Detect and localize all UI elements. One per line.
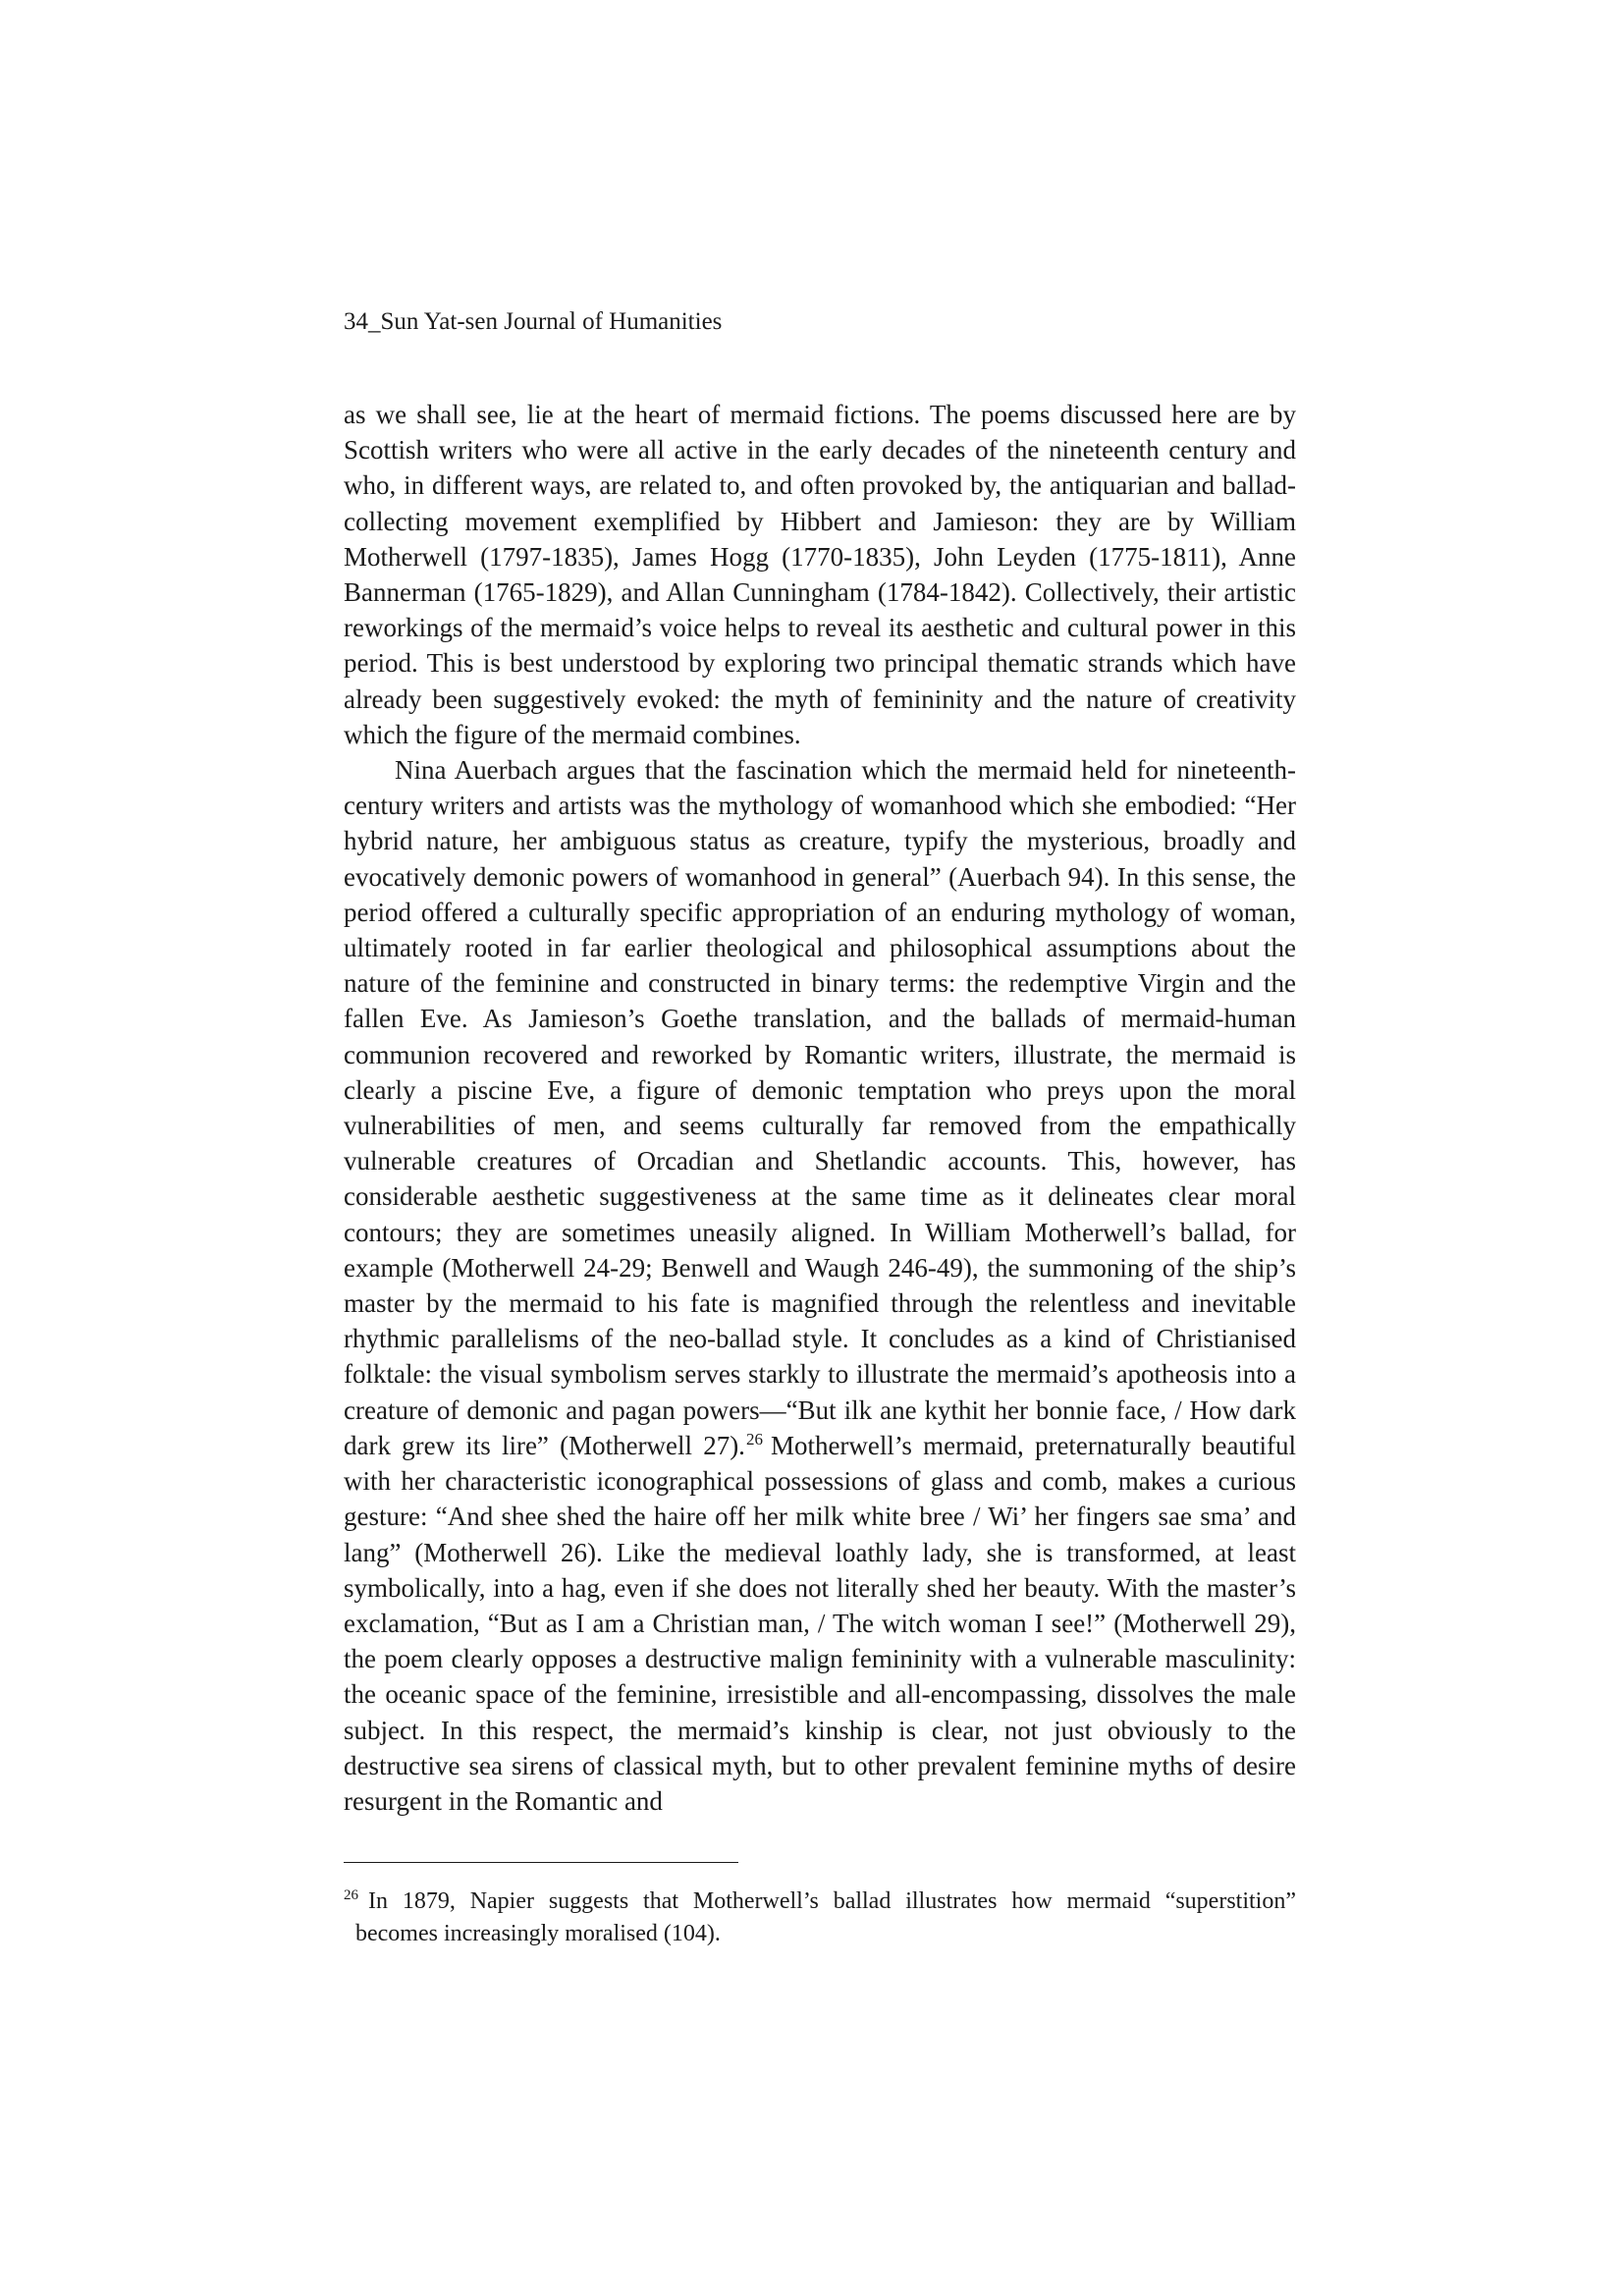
footnote — [344, 1886, 1296, 1950]
paragraph-1: as we shall see, lie at the heart of mermaid fictions. The poems discussed here are by Scottish writers who were all active in the early decades of the nineteenth century and who, in different ways, are related to, and often provoked by, the antiquarian and ballad-collecting movement exemplified by Hibbert and Jamieson: they are by William Motherwell (1797-1835), James Hogg (1770-1835), John Leyden (1775-1811), Anne Bannerman (1765-1829), and Allan Cunningham (1784-1842). Collectively, their artistic reworkings of the mermaid’s voice helps to reveal its aesthetic and cultural power in this period. This is best understood by exploring two principal thematic strands which have already been suggestively evoked: the myth of femininity and the nature of creativity which the figure of the mermaid combines. — [344, 400, 1296, 749]
footnote-text-1: In 1879, Napier suggests that Motherwell’s ballad illustrates how mermaid “superstition” — [368, 1888, 1296, 1914]
paragraph-2-after-note: Motherwell’s mermaid, preternaturally beautiful with her characteristic iconographical possessions of glass and comb, makes a curious gesture: “And shee shed the haire off her milk white bree / Wi’ her fingers sae sma’ and lang” (Motherwell 26). Like the medieval loathly lady, she is transformed, at least symbolically, into a hag, even if she does not literally shed her beauty. With the master’s exclamation, “But as I am a Christian man, / The witch woman I see!” (Motherwell 29), the poem clearly opposes a destructive malign femininity with a vulnerable masculinity: the oceanic space of the feminine, irresistible and all-encompassing, dissolves the male subject. In this respect, the mermaid’s kinship is clear, not just obviously to the destructive sea sirens of classical myth, but to other prevalent feminine myths of desire resurgent in the Romantic and — [344, 1430, 1296, 1816]
footnote-divider — [344, 1862, 738, 1863]
footnote-reference[interactable]: 26 — [745, 1429, 763, 1449]
paragraph-2 — [344, 752, 1296, 1819]
footnote-number: 26 — [344, 1887, 358, 1903]
footnote-line-2: becomes increasingly moralised (104). — [355, 1921, 721, 1946]
paragraph-2-before-note: Nina Auerbach argues that the fascination which the mermaid held for nineteenth-century writers and artists was the mythology of womanhood which she embodied: “Her hybrid nature, her ambiguous status as creature, typify the mysterious, broadly and evocatively demonic powers of womanhood in general” (Auerbach 94). In this sense, the period offered a culturally specific appropriation of an enduring mythology of woman, ultimately rooted in far earlier theological and philosophical assumptions about the nature of the feminine and constructed in binary terms: the redemptive Virgin and the fallen Eve. As Jamieson’s Goethe translation, and the ballads of mermaid-human communion recovered and reworked by Romantic writers, illustrate, the mermaid is clearly a piscine Eve, a figure of demonic temptation who preys upon the moral vulnerabilities of men, and seems culturally far removed from the empathically vulnerable creatures of Orcadian and Shetlandic accounts. This, however, has considerable aesthetic suggestiveness at the same time as it delineates clear moral contours; they are sometimes uneasily aligned. In William Motherwell’s ballad, for example (Motherwell 24-29; Benwell and Waugh 246-49), the summoning of the ship’s master by the mermaid to his fate is magnified through the relentless and inevitable rhythmic parallelisms of the neo-ballad style. It concludes as a kind of Christianised folktale: the visual symbolism serves starkly to illustrate the mermaid’s apotheosis into a creature of demonic and pagan powers—“But ilk ane kythit her bonnie face, / How dark dark grew its lire” (Motherwell 27). — [344, 755, 1296, 1460]
body-text — [344, 397, 1296, 1819]
running-head: 34_Sun Yat-sen Journal of Humanities — [344, 308, 723, 335]
footnote-line-1 — [344, 1886, 1296, 1918]
